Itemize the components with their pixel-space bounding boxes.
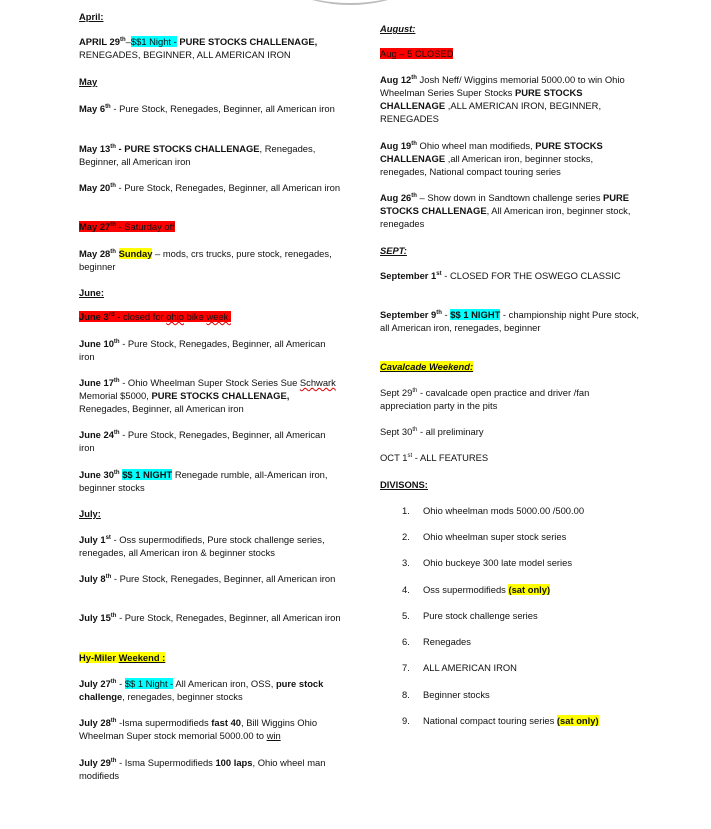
hy-miler-heading: Hy-Miler Weekend : <box>79 652 166 663</box>
entry-aug-26: Aug 26th – Show down in Sandtown challenge series PURE STOCKS CHALLENAGE, All American iron, beginner stock, renegades <box>380 192 631 229</box>
header-graphic-fragment <box>312 0 388 6</box>
division-item: 6. Renegades <box>402 636 471 647</box>
entry-sep-1: September 1st - CLOSED FOR THE OSWEGO CLASSIC <box>380 270 621 281</box>
entry-july-28: July 28th -Isma supermodifieds fast 40, Bill Wiggins Ohio Wheelman Super stock memorial 5000.00 to win <box>79 717 318 741</box>
night-highlight: $$ 1 NIGHT <box>450 309 501 320</box>
division-item: 4. Oss supermodifieds (sat only) <box>402 584 551 595</box>
cavalcade-heading: Cavalcade Weekend: <box>380 361 474 372</box>
night-highlight: $$1 Night - <box>130 36 177 47</box>
august-heading: August: <box>380 23 416 34</box>
entry-aug-19: Aug 19th Ohio wheel man modifieds, PURE STOCKS CHALLENAGE ,all American iron, beginner stocks, renegades, National compact touring series <box>380 140 603 177</box>
entry-aug-5: Aug – 5 CLOSED <box>380 48 454 59</box>
entry-july-29: July 29th - Isma Supermodifieds 100 laps, Ohio wheel man modifieds <box>79 757 326 781</box>
entry-oct-1: OCT 1st - ALL FEATURES <box>380 452 489 463</box>
division-item: 1. Ohio wheelman mods 5000.00 /500.00 <box>402 505 585 516</box>
division-item: 8. Beginner stocks <box>402 689 490 700</box>
sept-heading: SEPT: <box>380 245 407 256</box>
april-heading: April: <box>79 11 104 22</box>
entry-may-13: May 13th - PURE STOCKS CHALLENAGE, Renegades, Beginner, all American iron <box>79 143 316 167</box>
division-item: 9. National compact touring series (sat only) <box>402 715 599 726</box>
entry-aug-12: Aug 12th Josh Neff/ Wiggins memorial 5000.00 to win Ohio Wheelman Series Super Stocks PURE STOCKS CHALLENAGE ,ALL AMERICAN IRON, BEGINNER, RENEGADES <box>380 74 625 124</box>
divisions-heading: DIVISONS: <box>380 479 428 490</box>
entry-june-10: June 10th - Pure Stock, Renegades, Beginner, all American iron <box>79 338 326 362</box>
entry-may-27: May 27th - Saturday off <box>79 221 175 232</box>
entry-june-30: June 30th $$ 1 NIGHT Renegade rumble, all-American iron, beginner stocks <box>79 469 328 493</box>
may-heading: May <box>79 76 98 87</box>
entry-july-8: July 8th - Pure Stock, Renegades, Beginner, all American iron <box>79 573 336 584</box>
division-item: 3. Ohio buckeye 300 late model series <box>402 557 573 568</box>
entry-july-27: July 27th - $$ 1 Night - All American iron, OSS, pure stock challenge, renegades, beginner stocks <box>79 678 324 702</box>
entry-june-24: June 24th - Pure Stock, Renegades, Beginner, all American iron <box>79 429 326 453</box>
division-item: 7. ALL AMERICAN IRON <box>402 662 517 673</box>
entry-sep-30: Sept 30th - all preliminary <box>380 426 484 437</box>
entry-july-1: July 1st - Oss supermodifieds, Pure stock challenge series, renegades, all American iron & beginner stocks <box>79 534 325 558</box>
entry-july-15: July 15th - Pure Stock, Renegades, Beginner, all American iron <box>79 612 341 623</box>
july-heading: July: <box>79 508 101 519</box>
entry-june-17: June 17th - Ohio Wheelman Super Stock Series Sue Schwark Memorial $5000, PURE STOCKS CHALLENAGE, Renegades, Beginner, all American iron <box>79 377 336 414</box>
division-item: 5. Pure stock challenge series <box>402 610 538 621</box>
june-heading: June: <box>79 287 105 298</box>
night-highlight: $$ 1 NIGHT <box>122 469 173 480</box>
entry-june-3: June 3rd - closed for ohio bike week. <box>79 311 231 322</box>
division-item: 2. Ohio wheelman super stock series <box>402 531 567 542</box>
night-highlight: $$ 1 Night - <box>124 678 174 689</box>
entry-may-6: May 6th - Pure Stock, Renegades, Beginner, all American iron <box>79 103 335 114</box>
entry-sep-29: Sept 29th - cavalcade open practice and driver /fan appreciation party in the pits <box>380 387 590 411</box>
entry-sep-9: September 9th - $$ 1 NIGHT - championship night Pure stock, all American iron, renegades, beginner <box>380 309 639 333</box>
entry-may-20: May 20th - Pure Stock, Renegades, Beginner, all American iron <box>79 182 341 193</box>
entry-may-28: May 28th Sunday – mods, crs trucks, pure stock, renegades, beginner <box>79 248 332 272</box>
entry-april-29: APRIL 29th–$$1 Night - PURE STOCKS CHALLENAGE, RENEGADES, BEGINNER, ALL AMERICAN IRON <box>79 36 318 60</box>
sunday-highlight: Sunday <box>118 248 153 259</box>
